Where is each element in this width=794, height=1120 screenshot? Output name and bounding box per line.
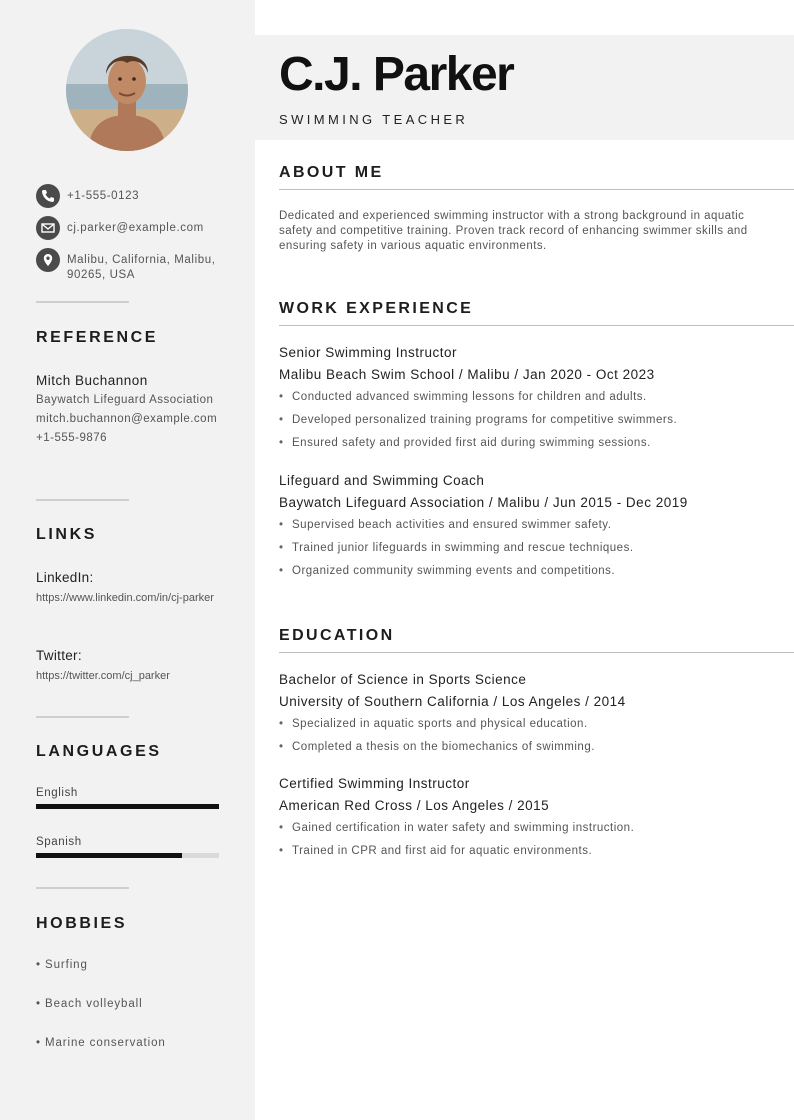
language-level-fill: [36, 804, 219, 809]
experience-entry: [279, 344, 779, 459]
entry-bullet: • Organized community swimming events and competitions.: [279, 564, 779, 579]
entry-title: Certified Swimming Instructor: [279, 776, 470, 791]
hobby-item: • Beach volleyball: [36, 998, 143, 1010]
hobby-item: • Marine conservation: [36, 1037, 166, 1049]
section-rule: [279, 325, 794, 326]
contact-email[interactable]: cj.parker@example.com: [67, 222, 204, 234]
entry-subtitle: American Red Cross / Los Angeles / 2015: [279, 798, 550, 813]
entry-title: Lifeguard and Swimming Coach: [279, 473, 485, 488]
contact-email-row: [36, 216, 236, 240]
education-entry: [279, 775, 779, 867]
entry-bullet: • Ensured safety and provided first aid during swimming sessions.: [279, 436, 779, 451]
person-portrait-image: [66, 29, 188, 151]
person-name: C.J. Parker: [279, 48, 514, 101]
reference-organization: Baywatch Lifeguard Association: [36, 394, 214, 406]
entry-bullet: • Specialized in aquatic sports and physical education.: [279, 717, 779, 732]
entry-bullet: • Trained junior lifeguards in swimming and rescue techniques.: [279, 541, 779, 556]
email-icon: [36, 216, 60, 240]
entry-title: Bachelor of Science in Sports Science: [279, 672, 527, 687]
language-english: [36, 787, 219, 809]
location-pin-icon: [36, 248, 60, 272]
contact-phone[interactable]: +1-555-0123: [67, 190, 140, 202]
link-twitter: [36, 648, 221, 683]
divider: [36, 499, 129, 501]
language-level-bar: [36, 804, 219, 809]
links-heading: LINKS: [36, 526, 97, 543]
link-url[interactable]: https://twitter.com/cj_parker: [36, 670, 170, 682]
education-entry: [279, 671, 779, 763]
entry-bullet: • Completed a thesis on the biomechanics of swimming.: [279, 740, 779, 755]
entry-subtitle: University of Southern California / Los Angeles / 2014: [279, 694, 626, 709]
hobbies-heading: HOBBIES: [36, 915, 128, 932]
phone-icon: [36, 184, 60, 208]
link-linkedin: [36, 570, 221, 605]
language-name: Spanish: [36, 836, 82, 848]
link-label: LinkedIn:: [36, 570, 94, 585]
link-url[interactable]: https://www.linkedin.com/in/cj-parker: [36, 592, 214, 604]
reference-name: Mitch Buchannon: [36, 373, 148, 388]
header-band: [255, 35, 794, 140]
language-level-bar: [36, 853, 219, 858]
section-rule: [279, 189, 794, 190]
hobby-item: • Surfing: [36, 959, 88, 971]
entry-bullet: • Supervised beach activities and ensured swimmer safety.: [279, 518, 779, 533]
divider: [36, 301, 129, 303]
reference-block: [36, 373, 221, 451]
reference-phone[interactable]: +1-555-9876: [36, 432, 108, 444]
contact-info: [36, 184, 236, 291]
sidebar: [0, 0, 255, 1120]
contact-address-row: [36, 248, 236, 283]
contact-phone-row: [36, 184, 236, 208]
divider: [36, 887, 129, 889]
about-heading: ABOUT ME: [279, 164, 384, 181]
entry-bullet: • Gained certification in water safety and swimming instruction.: [279, 821, 779, 836]
entry-subtitle: Baywatch Lifeguard Association / Malibu / Jun 2015 - Dec 2019: [279, 495, 688, 510]
experience-entry: [279, 472, 779, 587]
language-spanish: [36, 836, 219, 858]
section-rule: [279, 652, 794, 653]
main-content: [255, 0, 794, 1120]
reference-heading: REFERENCE: [36, 329, 159, 346]
entry-subtitle: Malibu Beach Swim School / Malibu / Jan 2020 - Oct 2023: [279, 367, 655, 382]
entry-bullet: • Conducted advanced swimming lessons for children and adults.: [279, 390, 779, 405]
link-label: Twitter:: [36, 648, 82, 663]
divider: [36, 716, 129, 718]
entry-bullet: • Trained in CPR and first aid for aquatic environments.: [279, 844, 779, 859]
reference-email[interactable]: mitch.buchannon@example.com: [36, 413, 218, 425]
education-heading: EDUCATION: [279, 627, 395, 644]
about-text: Dedicated and experienced swimming instructor with a strong background in aquatic safety and competitive training. Proven track record of enhancing swimmer skills and ensuring safety in various aquatic environments.: [279, 210, 748, 252]
experience-heading: WORK EXPERIENCE: [279, 300, 474, 317]
profile-photo: [66, 29, 188, 151]
entry-bullet: • Developed personalized training programs for competitive swimmers.: [279, 413, 779, 428]
contact-address: Malibu, California, Malibu, 90265, USA: [67, 254, 216, 281]
job-title: SWIMMING TEACHER: [279, 112, 469, 127]
language-name: English: [36, 787, 78, 799]
language-level-fill: [36, 853, 182, 858]
entry-title: Senior Swimming Instructor: [279, 345, 458, 360]
languages-heading: LANGUAGES: [36, 743, 162, 760]
